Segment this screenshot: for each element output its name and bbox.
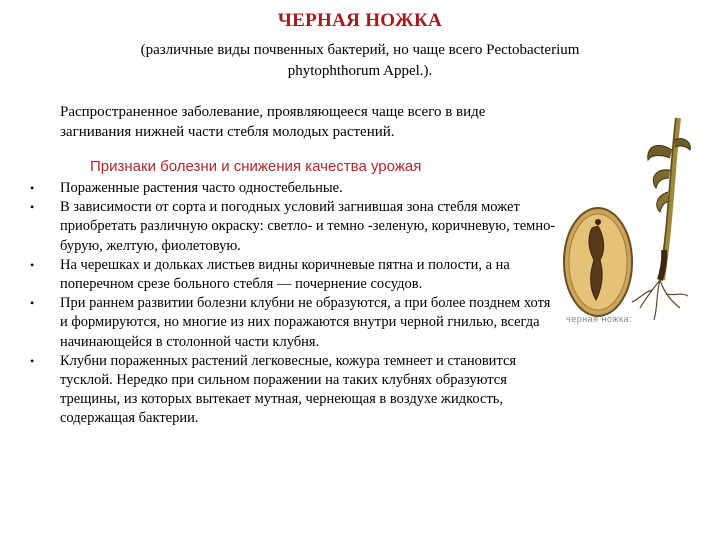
intro-paragraph: Распространенное заболевание, проявляющееся чаще всего в виде загнивания нижней части стебля молодых растений.: [60, 104, 486, 140]
list-item: [30, 179, 560, 198]
pathogen-subtitle: [80, 40, 640, 82]
symptom-text: При раннем развитии болезни клубни не образуются, а при более позднем хотя и формируются, но многие из них поражаются внутри черной гнилью, всегда начинающейся в столонной части клубня.: [60, 295, 551, 350]
tuber-cross-section: [564, 208, 632, 316]
list-item: [30, 352, 560, 429]
list-item: [30, 198, 560, 256]
black-leg-illustration: [556, 110, 706, 330]
bullet-icon: •: [30, 257, 35, 272]
symptom-text: Клубни пораженных растений легковесные, кожура темнеет и становится тусклой. Нередко при сильном поражении на таких клубнях образуются трещины, из которых вытекает мутная, чернеющая в воздухе жидкость, содержащая бактерии.: [60, 352, 517, 427]
list-item: [30, 256, 560, 294]
plant-stem-drawing: [632, 118, 690, 320]
symptom-text: На черешках и дольках листьев видны коричневые пятна и полости, а на поперечном срезе больного стебля — почернение сосудов.: [60, 256, 510, 293]
page-title: ЧЕРНАЯ НОЖКА: [277, 10, 443, 31]
illustration-caption: черная ножка:: [566, 314, 633, 324]
list-item: [30, 294, 560, 352]
bullet-icon: •: [30, 181, 35, 195]
subtitle-line-1: (различные виды почвенных бактерий, но чаще всего Pectobacterium: [140, 42, 580, 58]
section-heading: Признаки болезни и снижения качества урожая: [90, 158, 422, 175]
symptoms-list: [30, 179, 560, 429]
symptom-text: В зависимости от сорта и погодных условий загнившая зона стебля может приобретать различную окраску: светло- и темно -зеленую, коричневую, темно-бурую, желтую, фиолетовую.: [60, 199, 556, 254]
bullet-icon: •: [30, 353, 35, 368]
bullet-icon: •: [30, 200, 35, 215]
subtitle-line-2: phytophthorum Appel.).: [287, 63, 433, 79]
symptom-text: Пораженные растения часто одностебельные.: [60, 180, 343, 196]
bullet-icon: •: [30, 296, 35, 311]
